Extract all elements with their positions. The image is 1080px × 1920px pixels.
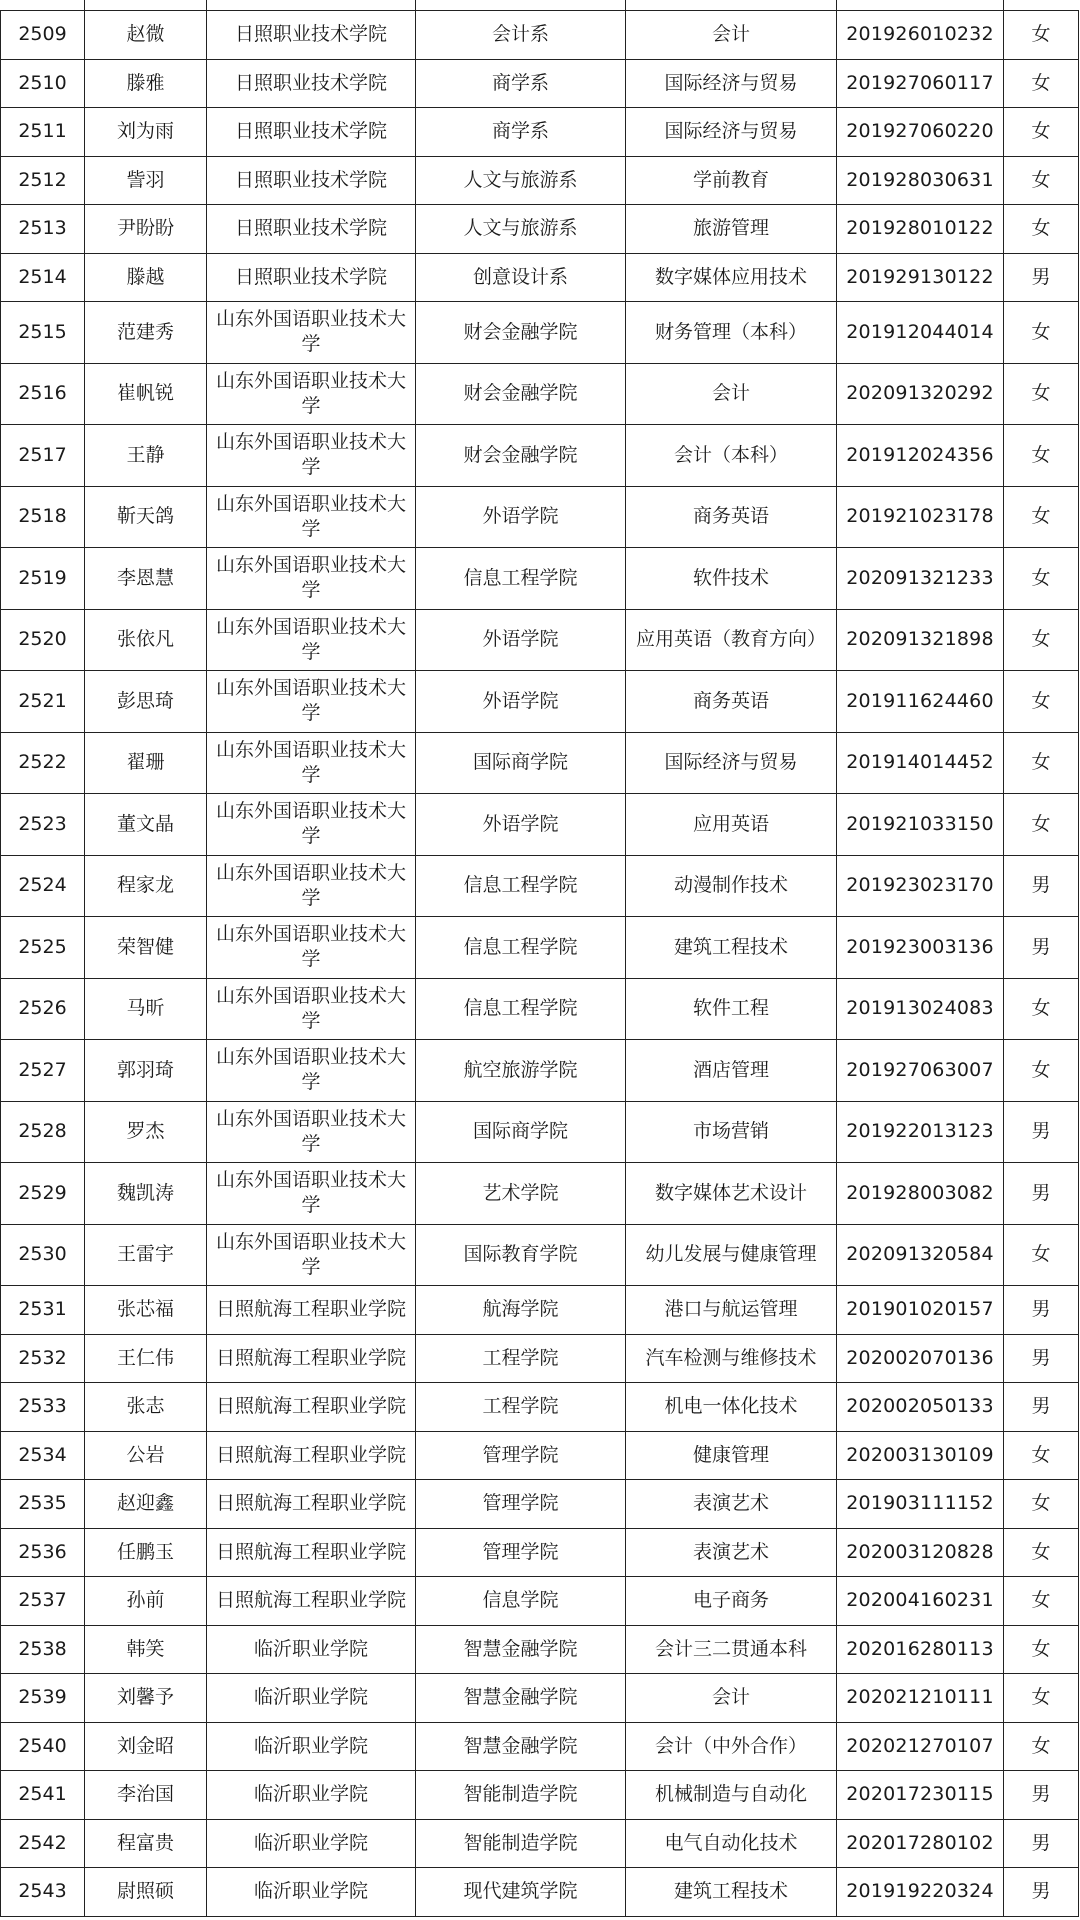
table-row bbox=[1, 1625, 1079, 1674]
row-number-cell: 2528 bbox=[1, 1101, 85, 1163]
major-name-cell: 表演艺术 bbox=[626, 1480, 837, 1529]
department-name-cell: 信息学院 bbox=[416, 1577, 626, 1626]
student-name-cell: 李治国 bbox=[85, 1771, 207, 1820]
student-name-cell: 郭羽琦 bbox=[85, 1040, 207, 1102]
table-row bbox=[1, 917, 1079, 979]
student-name-cell: 程家龙 bbox=[85, 855, 207, 917]
school-name-cell: 临沂职业学院 bbox=[207, 1722, 416, 1771]
row-number-cell: 2529 bbox=[1, 1163, 85, 1225]
department-name-cell: 财会金融学院 bbox=[416, 425, 626, 487]
row-number-cell: 2523 bbox=[1, 794, 85, 856]
student-id-cell: 202002070136 bbox=[837, 1334, 1004, 1383]
major-name-cell: 会计（本科） bbox=[626, 425, 837, 487]
student-name-cell: 任鹏玉 bbox=[85, 1528, 207, 1577]
student-name-cell: 赵微 bbox=[85, 11, 207, 60]
department-name-cell: 智慧金融学院 bbox=[416, 1625, 626, 1674]
major-name-cell: 会计三二贯通本科 bbox=[626, 1625, 837, 1674]
department-name-cell: 智能制造学院 bbox=[416, 1771, 626, 1820]
student-name-cell: 王雷宇 bbox=[85, 1224, 207, 1286]
department-name-cell: 外语学院 bbox=[416, 671, 626, 733]
department-name-cell: 智慧金融学院 bbox=[416, 1674, 626, 1723]
student-name-cell: 魏凯涛 bbox=[85, 1163, 207, 1225]
student-name-cell: 靳天鸽 bbox=[85, 486, 207, 548]
table-row bbox=[1, 1334, 1079, 1383]
department-name-cell: 商学系 bbox=[416, 108, 626, 157]
row-number-cell: 2543 bbox=[1, 1868, 85, 1917]
department-name-cell: 智慧金融学院 bbox=[416, 1722, 626, 1771]
row-number-cell: 2532 bbox=[1, 1334, 85, 1383]
student-name-cell: 尉照硕 bbox=[85, 1868, 207, 1917]
major-name-cell: 软件技术 bbox=[626, 548, 837, 610]
row-number-cell: 2534 bbox=[1, 1431, 85, 1480]
table-body bbox=[1, 11, 1079, 1917]
major-name-cell: 旅游管理 bbox=[626, 205, 837, 254]
school-name-cell: 山东外国语职业技术大学 bbox=[207, 671, 416, 733]
school-name-cell: 山东外国语职业技术大学 bbox=[207, 1040, 416, 1102]
student-id-cell: 201926010232 bbox=[837, 11, 1004, 60]
table-row bbox=[1, 1528, 1079, 1577]
table-row bbox=[1, 1163, 1079, 1225]
table-row bbox=[1, 363, 1079, 425]
student-name-cell: 刘为雨 bbox=[85, 108, 207, 157]
student-id-cell: 201927063007 bbox=[837, 1040, 1004, 1102]
student-list-table bbox=[0, 10, 1079, 1917]
major-name-cell: 建筑工程技术 bbox=[626, 917, 837, 979]
row-number-cell: 2536 bbox=[1, 1528, 85, 1577]
gender-cell: 女 bbox=[1004, 108, 1079, 157]
school-name-cell: 山东外国语职业技术大学 bbox=[207, 1101, 416, 1163]
row-number-cell: 2526 bbox=[1, 978, 85, 1040]
gender-cell: 女 bbox=[1004, 1528, 1079, 1577]
table-row bbox=[1, 1286, 1079, 1335]
department-name-cell: 信息工程学院 bbox=[416, 855, 626, 917]
department-name-cell: 管理学院 bbox=[416, 1480, 626, 1529]
student-id-cell: 201921033150 bbox=[837, 794, 1004, 856]
student-name-cell: 崔帆锐 bbox=[85, 363, 207, 425]
major-name-cell: 会计 bbox=[626, 1674, 837, 1723]
table-row bbox=[1, 1101, 1079, 1163]
department-name-cell: 航海学院 bbox=[416, 1286, 626, 1335]
department-name-cell: 智能制造学院 bbox=[416, 1819, 626, 1868]
student-id-cell: 201912024356 bbox=[837, 425, 1004, 487]
school-name-cell: 山东外国语职业技术大学 bbox=[207, 486, 416, 548]
table-row bbox=[1, 609, 1079, 671]
major-name-cell: 电子商务 bbox=[626, 1577, 837, 1626]
major-name-cell: 建筑工程技术 bbox=[626, 1868, 837, 1917]
gender-cell: 女 bbox=[1004, 548, 1079, 610]
table-row bbox=[1, 108, 1079, 157]
gender-cell: 女 bbox=[1004, 1577, 1079, 1626]
student-id-cell: 202091320584 bbox=[837, 1224, 1004, 1286]
student-name-cell: 张依凡 bbox=[85, 609, 207, 671]
student-id-cell: 201911624460 bbox=[837, 671, 1004, 733]
school-name-cell: 日照航海工程职业学院 bbox=[207, 1334, 416, 1383]
student-name-cell: 张志 bbox=[85, 1383, 207, 1432]
school-name-cell: 山东外国语职业技术大学 bbox=[207, 1163, 416, 1225]
table-row bbox=[1, 978, 1079, 1040]
student-id-cell: 202003130109 bbox=[837, 1431, 1004, 1480]
student-id-cell: 201923003136 bbox=[837, 917, 1004, 979]
row-number-cell: 2524 bbox=[1, 855, 85, 917]
table-row bbox=[1, 1722, 1079, 1771]
gender-cell: 女 bbox=[1004, 1674, 1079, 1723]
student-id-cell: 201914014452 bbox=[837, 732, 1004, 794]
row-number-cell: 2542 bbox=[1, 1819, 85, 1868]
student-name-cell: 尹盼盼 bbox=[85, 205, 207, 254]
student-id-cell: 202004160231 bbox=[837, 1577, 1004, 1626]
table-row bbox=[1, 855, 1079, 917]
table-row bbox=[1, 548, 1079, 610]
student-name-cell: 张芯福 bbox=[85, 1286, 207, 1335]
major-name-cell: 酒店管理 bbox=[626, 1040, 837, 1102]
major-name-cell: 应用英语（教育方向） bbox=[626, 609, 837, 671]
department-name-cell: 信息工程学院 bbox=[416, 548, 626, 610]
table-row bbox=[1, 794, 1079, 856]
school-name-cell: 山东外国语职业技术大学 bbox=[207, 732, 416, 794]
gender-cell: 女 bbox=[1004, 1040, 1079, 1102]
major-name-cell: 商务英语 bbox=[626, 486, 837, 548]
student-id-cell: 201923023170 bbox=[837, 855, 1004, 917]
student-id-cell: 201903111152 bbox=[837, 1480, 1004, 1529]
row-number-cell: 2537 bbox=[1, 1577, 85, 1626]
table-row bbox=[1, 1040, 1079, 1102]
school-name-cell: 山东外国语职业技术大学 bbox=[207, 794, 416, 856]
student-name-cell: 訾羽 bbox=[85, 156, 207, 205]
student-id-cell: 201919220324 bbox=[837, 1868, 1004, 1917]
gender-cell: 女 bbox=[1004, 1224, 1079, 1286]
major-name-cell: 汽车检测与维修技术 bbox=[626, 1334, 837, 1383]
gender-cell: 男 bbox=[1004, 1163, 1079, 1225]
major-name-cell: 国际经济与贸易 bbox=[626, 108, 837, 157]
gender-cell: 男 bbox=[1004, 1771, 1079, 1820]
major-name-cell: 会计 bbox=[626, 11, 837, 60]
school-name-cell: 山东外国语职业技术大学 bbox=[207, 302, 416, 364]
row-number-cell: 2516 bbox=[1, 363, 85, 425]
student-name-cell: 程富贵 bbox=[85, 1819, 207, 1868]
department-name-cell: 外语学院 bbox=[416, 486, 626, 548]
student-name-cell: 李恩慧 bbox=[85, 548, 207, 610]
major-name-cell: 国际经济与贸易 bbox=[626, 59, 837, 108]
school-name-cell: 日照航海工程职业学院 bbox=[207, 1286, 416, 1335]
table-row bbox=[1, 1819, 1079, 1868]
gender-cell: 女 bbox=[1004, 732, 1079, 794]
row-number-cell: 2530 bbox=[1, 1224, 85, 1286]
department-name-cell: 人文与旅游系 bbox=[416, 205, 626, 254]
table-row bbox=[1, 732, 1079, 794]
student-id-cell: 202016280113 bbox=[837, 1625, 1004, 1674]
student-name-cell: 滕雅 bbox=[85, 59, 207, 108]
student-id-cell: 202017280102 bbox=[837, 1819, 1004, 1868]
major-name-cell: 学前教育 bbox=[626, 156, 837, 205]
department-name-cell: 信息工程学院 bbox=[416, 917, 626, 979]
major-name-cell: 会计 bbox=[626, 363, 837, 425]
row-number-cell: 2512 bbox=[1, 156, 85, 205]
school-name-cell: 山东外国语职业技术大学 bbox=[207, 978, 416, 1040]
table-row bbox=[1, 253, 1079, 302]
school-name-cell: 日照职业技术学院 bbox=[207, 59, 416, 108]
row-number-cell: 2533 bbox=[1, 1383, 85, 1432]
table-row bbox=[1, 59, 1079, 108]
row-number-cell: 2539 bbox=[1, 1674, 85, 1723]
department-name-cell: 航空旅游学院 bbox=[416, 1040, 626, 1102]
student-id-cell: 202091320292 bbox=[837, 363, 1004, 425]
student-id-cell: 201912044014 bbox=[837, 302, 1004, 364]
gender-cell: 女 bbox=[1004, 11, 1079, 60]
school-name-cell: 临沂职业学院 bbox=[207, 1625, 416, 1674]
table-row bbox=[1, 11, 1079, 60]
major-name-cell: 市场营销 bbox=[626, 1101, 837, 1163]
gender-cell: 女 bbox=[1004, 59, 1079, 108]
school-name-cell: 山东外国语职业技术大学 bbox=[207, 548, 416, 610]
table-row bbox=[1, 205, 1079, 254]
school-name-cell: 日照航海工程职业学院 bbox=[207, 1577, 416, 1626]
student-id-cell: 201928010122 bbox=[837, 205, 1004, 254]
student-id-cell: 201928003082 bbox=[837, 1163, 1004, 1225]
school-name-cell: 日照航海工程职业学院 bbox=[207, 1431, 416, 1480]
gender-cell: 女 bbox=[1004, 363, 1079, 425]
major-name-cell: 数字媒体艺术设计 bbox=[626, 1163, 837, 1225]
school-name-cell: 山东外国语职业技术大学 bbox=[207, 609, 416, 671]
table-row bbox=[1, 156, 1079, 205]
school-name-cell: 山东外国语职业技术大学 bbox=[207, 1224, 416, 1286]
gender-cell: 男 bbox=[1004, 1383, 1079, 1432]
student-id-cell: 201927060220 bbox=[837, 108, 1004, 157]
gender-cell: 男 bbox=[1004, 917, 1079, 979]
student-name-cell: 马昕 bbox=[85, 978, 207, 1040]
department-name-cell: 商学系 bbox=[416, 59, 626, 108]
row-number-cell: 2521 bbox=[1, 671, 85, 733]
student-name-cell: 王静 bbox=[85, 425, 207, 487]
student-id-cell: 202003120828 bbox=[837, 1528, 1004, 1577]
gender-cell: 女 bbox=[1004, 156, 1079, 205]
gender-cell: 女 bbox=[1004, 609, 1079, 671]
student-name-cell: 公岩 bbox=[85, 1431, 207, 1480]
major-name-cell: 健康管理 bbox=[626, 1431, 837, 1480]
gender-cell: 女 bbox=[1004, 1625, 1079, 1674]
major-name-cell: 国际经济与贸易 bbox=[626, 732, 837, 794]
school-name-cell: 日照航海工程职业学院 bbox=[207, 1528, 416, 1577]
row-number-cell: 2522 bbox=[1, 732, 85, 794]
table-row bbox=[1, 1577, 1079, 1626]
student-id-cell: 201913024083 bbox=[837, 978, 1004, 1040]
gender-cell: 男 bbox=[1004, 1334, 1079, 1383]
student-id-cell: 201929130122 bbox=[837, 253, 1004, 302]
gender-cell: 男 bbox=[1004, 1286, 1079, 1335]
row-number-cell: 2525 bbox=[1, 917, 85, 979]
student-name-cell: 范建秀 bbox=[85, 302, 207, 364]
school-name-cell: 临沂职业学院 bbox=[207, 1771, 416, 1820]
school-name-cell: 临沂职业学院 bbox=[207, 1868, 416, 1917]
row-number-cell: 2535 bbox=[1, 1480, 85, 1529]
student-name-cell: 刘金昭 bbox=[85, 1722, 207, 1771]
student-id-cell: 201901020157 bbox=[837, 1286, 1004, 1335]
gender-cell: 女 bbox=[1004, 794, 1079, 856]
student-name-cell: 荣智健 bbox=[85, 917, 207, 979]
school-name-cell: 日照职业技术学院 bbox=[207, 205, 416, 254]
department-name-cell: 会计系 bbox=[416, 11, 626, 60]
gender-cell: 男 bbox=[1004, 253, 1079, 302]
gender-cell: 女 bbox=[1004, 486, 1079, 548]
row-number-cell: 2509 bbox=[1, 11, 85, 60]
school-name-cell: 日照航海工程职业学院 bbox=[207, 1480, 416, 1529]
major-name-cell: 商务英语 bbox=[626, 671, 837, 733]
school-name-cell: 山东外国语职业技术大学 bbox=[207, 917, 416, 979]
gender-cell: 男 bbox=[1004, 1868, 1079, 1917]
student-id-cell: 202021270107 bbox=[837, 1722, 1004, 1771]
department-name-cell: 创意设计系 bbox=[416, 253, 626, 302]
row-number-cell: 2520 bbox=[1, 609, 85, 671]
gender-cell: 男 bbox=[1004, 1101, 1079, 1163]
row-number-cell: 2541 bbox=[1, 1771, 85, 1820]
school-name-cell: 临沂职业学院 bbox=[207, 1674, 416, 1723]
department-name-cell: 信息工程学院 bbox=[416, 978, 626, 1040]
row-number-cell: 2510 bbox=[1, 59, 85, 108]
gender-cell: 女 bbox=[1004, 671, 1079, 733]
student-id-cell: 202091321898 bbox=[837, 609, 1004, 671]
department-name-cell: 财会金融学院 bbox=[416, 363, 626, 425]
student-id-cell: 202017230115 bbox=[837, 1771, 1004, 1820]
student-name-cell: 翟珊 bbox=[85, 732, 207, 794]
table-row bbox=[1, 302, 1079, 364]
table-row bbox=[1, 1224, 1079, 1286]
major-name-cell: 会计（中外合作） bbox=[626, 1722, 837, 1771]
gender-cell: 男 bbox=[1004, 855, 1079, 917]
table-row bbox=[1, 1431, 1079, 1480]
student-id-cell: 201921023178 bbox=[837, 486, 1004, 548]
major-name-cell: 数字媒体应用技术 bbox=[626, 253, 837, 302]
school-name-cell: 日照职业技术学院 bbox=[207, 253, 416, 302]
row-number-cell: 2513 bbox=[1, 205, 85, 254]
row-number-cell: 2517 bbox=[1, 425, 85, 487]
table-row bbox=[1, 1868, 1079, 1917]
department-name-cell: 国际商学院 bbox=[416, 732, 626, 794]
major-name-cell: 机电一体化技术 bbox=[626, 1383, 837, 1432]
student-id-cell: 202021210111 bbox=[837, 1674, 1004, 1723]
row-number-cell: 2540 bbox=[1, 1722, 85, 1771]
gender-cell: 女 bbox=[1004, 205, 1079, 254]
school-name-cell: 日照职业技术学院 bbox=[207, 156, 416, 205]
school-name-cell: 山东外国语职业技术大学 bbox=[207, 363, 416, 425]
major-name-cell: 应用英语 bbox=[626, 794, 837, 856]
table-row bbox=[1, 671, 1079, 733]
department-name-cell: 外语学院 bbox=[416, 609, 626, 671]
table-top-cut-edge bbox=[0, 0, 1078, 10]
row-number-cell: 2514 bbox=[1, 253, 85, 302]
department-name-cell: 艺术学院 bbox=[416, 1163, 626, 1225]
school-name-cell: 临沂职业学院 bbox=[207, 1819, 416, 1868]
gender-cell: 女 bbox=[1004, 1722, 1079, 1771]
student-name-cell: 孙前 bbox=[85, 1577, 207, 1626]
department-name-cell: 国际教育学院 bbox=[416, 1224, 626, 1286]
school-name-cell: 日照航海工程职业学院 bbox=[207, 1383, 416, 1432]
row-number-cell: 2527 bbox=[1, 1040, 85, 1102]
major-name-cell: 幼儿发展与健康管理 bbox=[626, 1224, 837, 1286]
major-name-cell: 表演艺术 bbox=[626, 1528, 837, 1577]
gender-cell: 女 bbox=[1004, 978, 1079, 1040]
department-name-cell: 管理学院 bbox=[416, 1431, 626, 1480]
major-name-cell: 港口与航运管理 bbox=[626, 1286, 837, 1335]
table-row bbox=[1, 1480, 1079, 1529]
student-name-cell: 王仁伟 bbox=[85, 1334, 207, 1383]
table-row bbox=[1, 1383, 1079, 1432]
department-name-cell: 外语学院 bbox=[416, 794, 626, 856]
department-name-cell: 工程学院 bbox=[416, 1383, 626, 1432]
major-name-cell: 机械制造与自动化 bbox=[626, 1771, 837, 1820]
school-name-cell: 日照职业技术学院 bbox=[207, 108, 416, 157]
major-name-cell: 软件工程 bbox=[626, 978, 837, 1040]
student-name-cell: 刘馨予 bbox=[85, 1674, 207, 1723]
gender-cell: 女 bbox=[1004, 425, 1079, 487]
student-id-cell: 202091321233 bbox=[837, 548, 1004, 610]
department-name-cell: 国际商学院 bbox=[416, 1101, 626, 1163]
student-name-cell: 滕越 bbox=[85, 253, 207, 302]
row-number-cell: 2531 bbox=[1, 1286, 85, 1335]
row-number-cell: 2538 bbox=[1, 1625, 85, 1674]
gender-cell: 女 bbox=[1004, 1431, 1079, 1480]
gender-cell: 男 bbox=[1004, 1819, 1079, 1868]
department-name-cell: 工程学院 bbox=[416, 1334, 626, 1383]
student-id-cell: 201927060117 bbox=[837, 59, 1004, 108]
department-name-cell: 现代建筑学院 bbox=[416, 1868, 626, 1917]
row-number-cell: 2515 bbox=[1, 302, 85, 364]
school-name-cell: 日照职业技术学院 bbox=[207, 11, 416, 60]
row-number-cell: 2511 bbox=[1, 108, 85, 157]
student-name-cell: 彭思琦 bbox=[85, 671, 207, 733]
major-name-cell: 财务管理（本科） bbox=[626, 302, 837, 364]
major-name-cell: 电气自动化技术 bbox=[626, 1819, 837, 1868]
table-row bbox=[1, 486, 1079, 548]
gender-cell: 女 bbox=[1004, 302, 1079, 364]
row-number-cell: 2518 bbox=[1, 486, 85, 548]
student-name-cell: 罗杰 bbox=[85, 1101, 207, 1163]
department-name-cell: 人文与旅游系 bbox=[416, 156, 626, 205]
row-number-cell: 2519 bbox=[1, 548, 85, 610]
school-name-cell: 山东外国语职业技术大学 bbox=[207, 855, 416, 917]
gender-cell: 女 bbox=[1004, 1480, 1079, 1529]
student-name-cell: 董文晶 bbox=[85, 794, 207, 856]
student-id-cell: 201928030631 bbox=[837, 156, 1004, 205]
table-row bbox=[1, 425, 1079, 487]
table-row bbox=[1, 1674, 1079, 1723]
department-name-cell: 管理学院 bbox=[416, 1528, 626, 1577]
school-name-cell: 山东外国语职业技术大学 bbox=[207, 425, 416, 487]
student-id-cell: 202002050133 bbox=[837, 1383, 1004, 1432]
student-name-cell: 韩笑 bbox=[85, 1625, 207, 1674]
department-name-cell: 财会金融学院 bbox=[416, 302, 626, 364]
table-row bbox=[1, 1771, 1079, 1820]
student-id-cell: 201922013123 bbox=[837, 1101, 1004, 1163]
student-name-cell: 赵迎鑫 bbox=[85, 1480, 207, 1529]
major-name-cell: 动漫制作技术 bbox=[626, 855, 837, 917]
